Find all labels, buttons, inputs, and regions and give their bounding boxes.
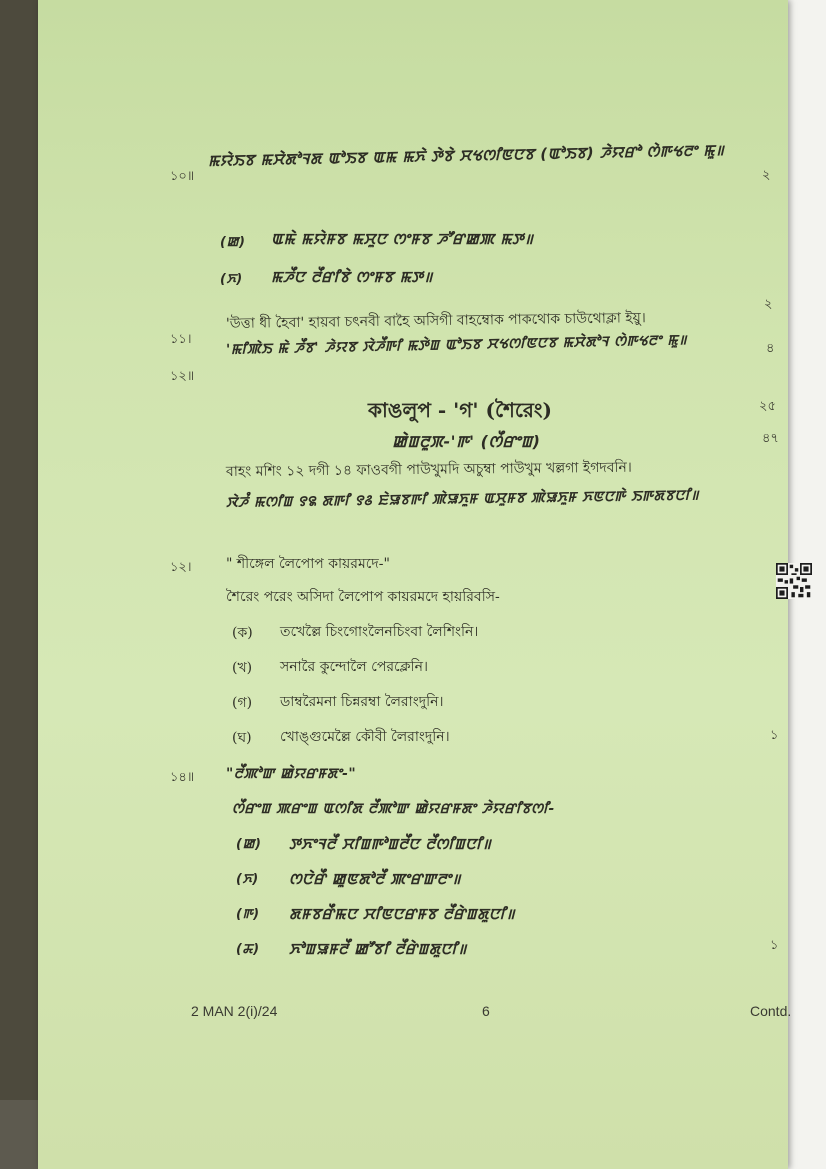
- question-number: ১৪॥: [170, 770, 195, 785]
- option-label: (ꯈ): [220, 272, 243, 287]
- option-label: (গ): [232, 695, 253, 711]
- option-label: (খ): [232, 660, 253, 676]
- question-number: ১২।: [170, 560, 192, 575]
- question-marks: ২: [762, 168, 771, 183]
- option-text: সনারৈ কুন্দোলৈ পেরক্লেনি।: [280, 659, 429, 675]
- instruction-text: বাহং মশিং ১২ দগী ১৪ ফাওবগী পাউখুমদি অচুম্বা পাউখুম খল্লগা ইগদবনি।: [225, 459, 632, 480]
- paper-code: 2 MAN 2(i)/24: [191, 1003, 278, 1019]
- option-text: ꯃꯍꯩꯅ ꯂꯩꯔꯤꯕꯥ ꯁꯦꯝꯕ ꯃꯇ॥: [271, 268, 433, 286]
- option-text: ডাম্বরৈমনা চিন্নরম্বা লৈরাংদুনি।: [280, 694, 444, 710]
- option-text: তখেল্লৈ চিংগোংলৈনচিংবা লৈশিংনি।: [280, 624, 479, 640]
- continued-label: Contd.: [750, 1003, 792, 1019]
- option-label: (ক): [232, 625, 253, 641]
- question-quote: "ꯂꯩꯄꯣꯛ ꯀꯥꯌꯔꯝꯗꯦ-": [226, 766, 357, 782]
- option-text: ꯑꯃꯥ ꯃꯌꯥꯝꯕ ꯃꯆꯨꯅ ꯁꯦꯝꯕ ꯍꯧꯔꯀꯄ ꯃꯇ॥: [271, 230, 534, 248]
- question-text: 'ꯃꯤꯄꯥꯏ ꯃꯥ ꯍꯩꯕ' ꯍꯥꯌꯕ ꯋꯥꯍꯩꯒꯤ ꯃꯇꯥꯡ ꯑꯣꯏꯕ ꯆꯠꯁꯤꯟꯅꯕ ꯃꯆꯥꯗꯣꯜ ꯁꯥꯒꯠꯂꯦ ꯃꯨ॥: [225, 332, 688, 358]
- question-lead: শৈরেং পরেং অসিদা লৈপোপ কায়রমদে হায়রিবসি-: [226, 589, 500, 605]
- question-text: 'উত্তা ধী হৈবা' হায়বা চৎনবী বাহৈ অসিগী বাহম্বোক পাকথোক চাউথোক্লা ইয়ু।: [225, 310, 646, 332]
- background-left: [0, 0, 38, 1169]
- option-label: (ꯈ): [236, 872, 259, 887]
- question-lead: ꯁꯩꯔꯦꯡ ꯄꯔꯦꯡ ꯑꯁꯤꯗ ꯂꯩꯄꯣꯛ ꯀꯥꯌꯔꯝꯗꯦ ꯍꯥꯌꯔꯤꯕꯁꯤ-: [232, 801, 555, 817]
- option-text: ꯗꯝꯕꯔꯩꯃꯅ ꯆꯤꯟꯅꯔꯝꯕ ꯂꯩꯔꯥꯡꯗꯨꯅꯤ॥: [289, 905, 516, 923]
- option-label: (ꯀ): [236, 837, 262, 852]
- option-text: ꯁꯅꯥꯔꯩ ꯀꯨꯟꯗꯣꯂꯩ ꯄꯦꯔꯛꯂꯦ॥: [289, 870, 461, 888]
- section-submarks: ৪৭: [762, 431, 779, 446]
- question-marks: ২: [764, 297, 773, 312]
- question-marks: ৪: [766, 341, 775, 356]
- question-number: ১২॥: [170, 369, 195, 384]
- question-marks: ১: [770, 938, 779, 953]
- page-number: 6: [482, 1003, 490, 1019]
- option-text: খোঙ্গুমেল্লৈ কৌবী লৈরাংদুনি।: [280, 729, 450, 745]
- option-text: ꯇꯈꯦꯜꯂꯩ ꯆꯤꯡꯒꯣꯡꯂꯩꯅ ꯂꯩꯁꯤꯡꯅꯤ॥: [289, 835, 492, 853]
- option-label: (ঘ): [232, 730, 252, 746]
- option-label: (ꯒ): [236, 907, 260, 922]
- option-text: ꯈꯣꯡꯎꯝꯂꯩ ꯀꯧꯕꯤ ꯂꯩꯔꯥꯡꯗꯨꯅꯤ॥: [289, 940, 467, 958]
- question-text: ꯃꯌꯥꯏꯕ ꯃꯆꯥꯗꯣꯜꯗ ꯑꯣꯏꯕ ꯑꯃ ꯃꯈꯥ ꯇꯥꯕꯥ ꯆꯠꯁꯤꯟꯅꯕ (ꯑꯣꯏꯕ) ꯍꯥꯌꯔꯣ ꯁꯥꯒꯠꯂꯦ ꯃꯨ॥: [207, 141, 725, 170]
- section-marks: ২৫: [759, 399, 776, 414]
- question-number: ১০॥: [170, 169, 195, 184]
- question-marks: ১: [770, 728, 779, 743]
- option-label: (ꯘ): [236, 942, 260, 957]
- qr-code-icon: [776, 563, 812, 599]
- option-label: (ꯀ): [220, 235, 246, 250]
- question-quote: " শীঙ্গেল লৈপোপ কায়রমদে-": [226, 556, 390, 572]
- question-number: ১১।: [170, 332, 192, 347]
- instruction-text: ꯋꯥꯍꯪ ꯃꯁꯤꯡ ꯱꯲ ꯗꯒꯤ ꯱꯴ ꯐꯥꯎꯕꯒꯤ ꯄꯥꯎꯈꯨꯝ ꯑꯆꯨꯝꯕ ꯄꯥꯎꯈꯨꯝ ꯈꯟꯅꯒꯥ ꯏꯒꯗꯕꯅꯤ॥: [225, 487, 700, 511]
- section-title: কাঙলুপ - 'গ' (শৈরেং): [368, 398, 552, 422]
- section-subtitle: ꯀꯥꯡꯂꯨꯞ-'ꯒ' (ꯁꯩꯔꯦꯡ): [392, 432, 541, 451]
